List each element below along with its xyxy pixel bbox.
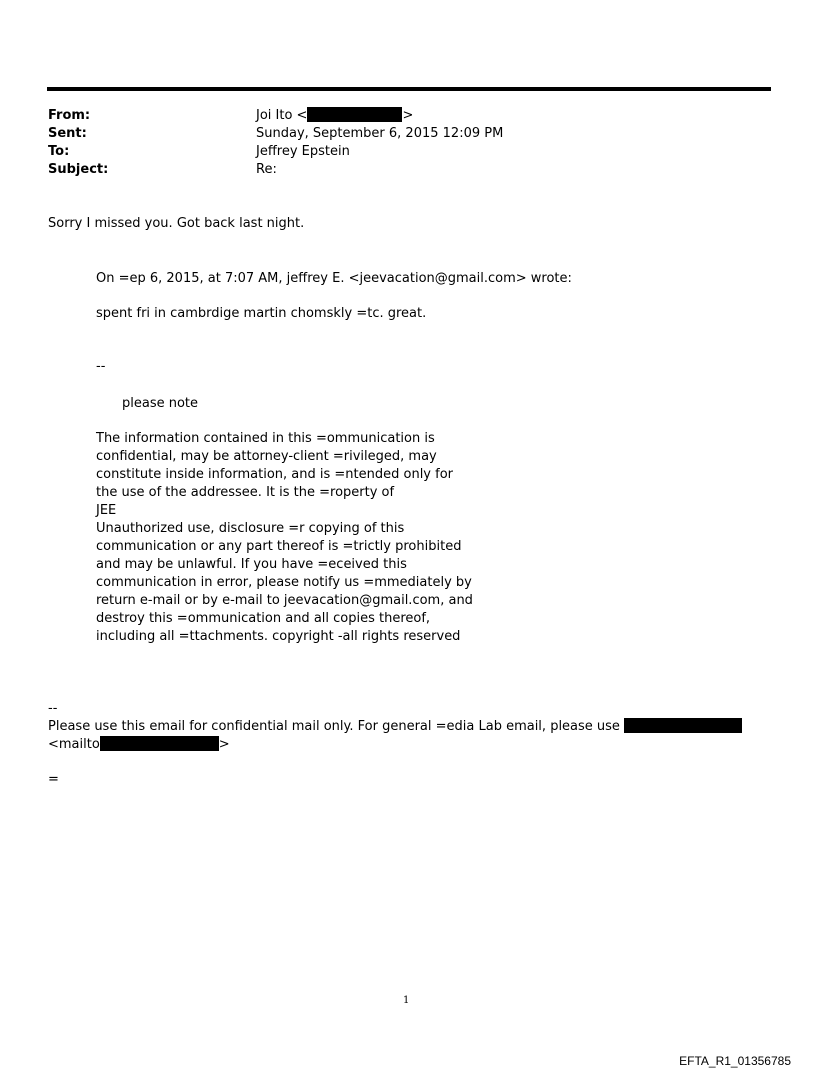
trailing-equals: = <box>48 772 59 787</box>
subject-label: Subject: <box>48 162 109 177</box>
disclaimer-line: destroy this =ommunication and all copies thereof, <box>96 611 431 626</box>
to-label: To: <box>48 144 70 159</box>
subject-row <box>48 161 748 179</box>
mailto-line <box>48 736 230 754</box>
confidential-text: Please use this email for confidential mail only. For general =edia Lab email, please use <box>48 719 620 734</box>
from-close: > <box>402 108 414 123</box>
disclaimer-line: and may be unlawful. If you have =eceived this <box>96 557 407 572</box>
disclaimer-line: communication or any part thereof is =trictly prohibited <box>96 539 462 554</box>
document-id: EFTA_R1_01356785 <box>679 1054 791 1068</box>
to-row <box>48 143 748 161</box>
to-value: Jeffrey Epstein <box>256 144 350 159</box>
redaction-box <box>100 736 219 751</box>
footer-dashes: -- <box>48 701 58 716</box>
sent-value: Sunday, September 6, 2015 12:09 PM <box>256 126 504 141</box>
mailto-prefix: <mailto <box>48 737 100 752</box>
sent-label: Sent: <box>48 126 87 141</box>
from-row <box>48 107 748 125</box>
from-label: From: <box>48 108 91 123</box>
from-name: Joi Ito < <box>256 108 308 123</box>
sent-row <box>48 125 748 143</box>
signature-dashes: -- <box>96 359 106 374</box>
disclaimer-line: communication in error, please notify us =mmediately by <box>96 575 472 590</box>
header-rule <box>47 87 771 91</box>
reply-line: Sorry I missed you. Got back last night. <box>48 216 305 231</box>
from-value <box>256 107 413 125</box>
please-note: please note <box>122 396 199 411</box>
disclaimer-line: constitute inside information, and is =ntended only for <box>96 467 454 482</box>
mailto-close: > <box>218 737 230 752</box>
page-number: 1 <box>403 995 410 1006</box>
disclaimer-line: Unauthorized use, disclosure =r copying of this <box>96 521 405 536</box>
quote-text: spent fri in cambrdige martin chomskly =tc. great. <box>96 306 427 321</box>
disclaimer-line: including all =ttachments. copyright -all rights reserved <box>96 629 461 644</box>
disclaimer-line: return e-mail or by e-mail to jeevacation@gmail.com, and <box>96 593 473 608</box>
disclaimer <box>96 430 473 646</box>
confidential-line <box>48 718 742 736</box>
email-header <box>48 107 748 179</box>
redaction-box <box>307 107 402 122</box>
disclaimer-line: The information contained in this =ommunication is <box>96 431 435 446</box>
disclaimer-line: JEE <box>96 503 117 518</box>
disclaimer-line: confidential, may be attorney-client =rivileged, may <box>96 449 437 464</box>
redaction-box <box>624 718 742 733</box>
disclaimer-line: the use of the addressee. It is the =roperty of <box>96 485 395 500</box>
subject-value: Re: <box>256 162 277 177</box>
quote-intro: On =ep 6, 2015, at 7:07 AM, jeffrey E. <jeevacation@gmail.com> wrote: <box>96 271 572 286</box>
